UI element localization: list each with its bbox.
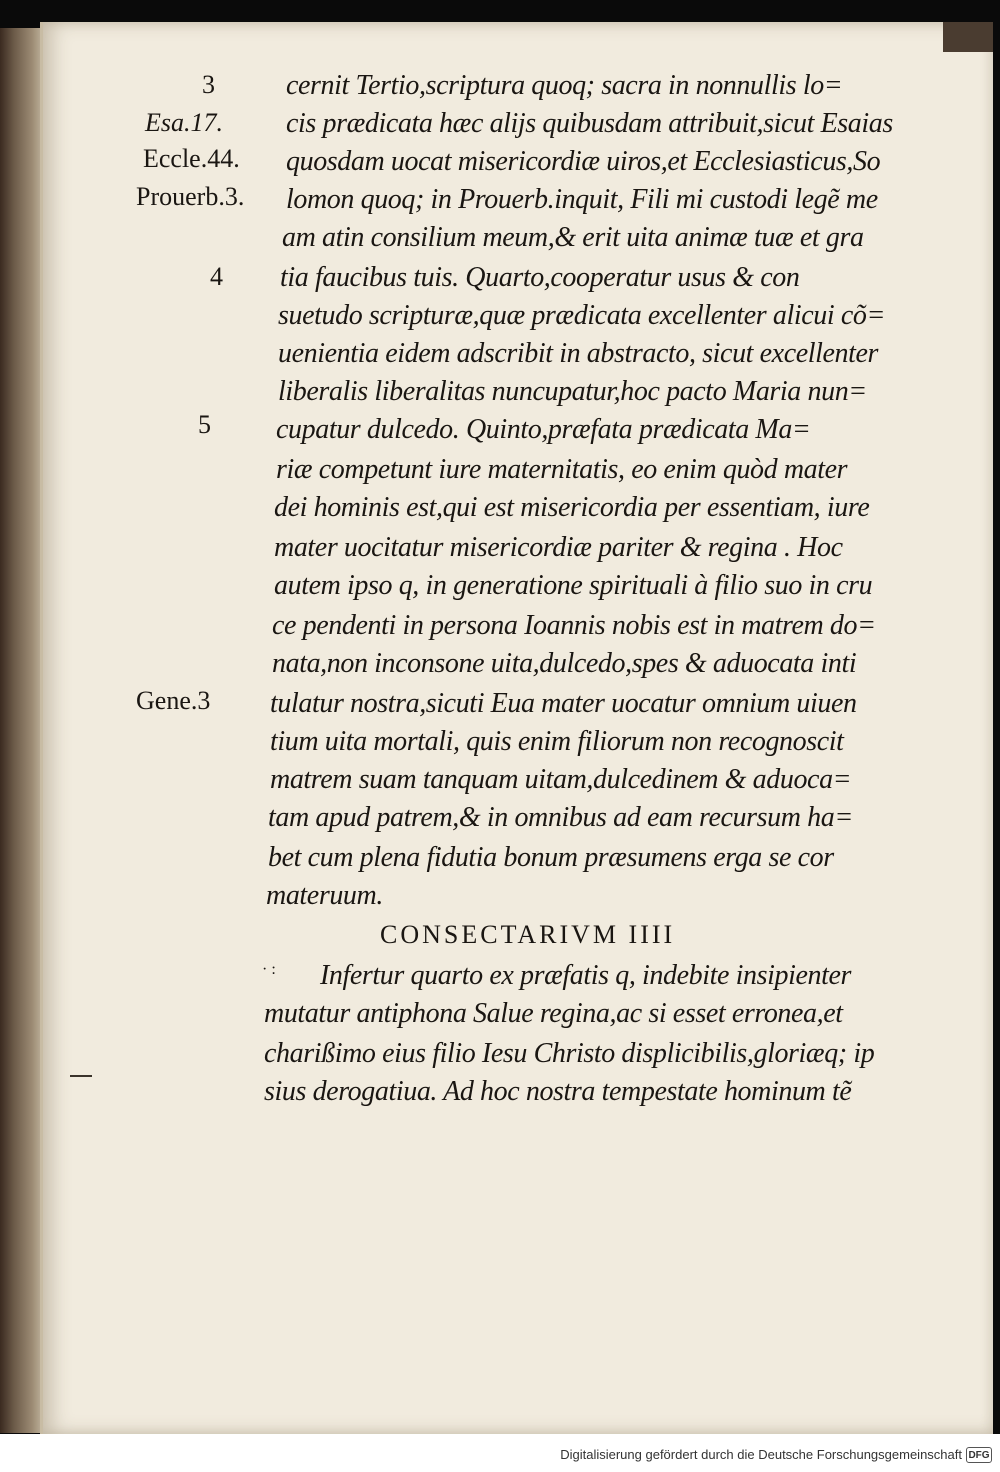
text-line-20: tam apud patrem,& in omnibus ad eam recursum ha=: [268, 802, 853, 833]
text-line-5: am atin consilium meum,& erit uita animæ tuæ et gra: [282, 222, 864, 253]
text-line-17: tulatur nostra,sicuti Eua mater uocatur omnium uiuen: [270, 688, 857, 719]
text-line-2: cis prædicata hæc alijs quibusdam attribuit,sicut Esaias: [286, 108, 893, 139]
margin-note-eccle: Eccle.44.: [143, 144, 240, 173]
section-heading: CONSECTARIVM IIII: [380, 920, 676, 949]
dfg-logo: DFG: [966, 1447, 992, 1463]
text-line-8: uenientia eidem adscribit in abstracto, sicut excellenter: [278, 338, 879, 369]
text-line-1: cernit Tertio,scriptura quoq; sacra in nonnullis lo=: [286, 70, 843, 101]
text-line-6: tia faucibus tuis. Quarto,cooperatur usus & con: [280, 262, 800, 293]
text-line-21: bet cum plena fidutia bonum præsumens erga se cor: [268, 842, 834, 873]
text-line-25: charißimo eius filio Iesu Christo displicibilis,gloriæq; ip: [264, 1038, 875, 1069]
text-line-14: autem ipso q, in generatione spirituali à filio suo in cru: [274, 570, 873, 601]
footer-credit: Digitalisierung gefördert durch die Deutsche Forschungsgemeinschaft: [560, 1447, 962, 1462]
text-line-10: cupatur dulcedo. Quinto,præfata prædicata Ma=: [276, 414, 811, 445]
text-line-16: nata,non inconsone uita,dulcedo,spes & aduocata inti: [272, 648, 857, 679]
text-line-19: matrem suam tanquam uitam,dulcedinem & aduoca=: [270, 764, 852, 795]
text-line-22: materuum.: [266, 880, 383, 911]
text-line-18: tium uita mortali, quis enim filiorum non recognoscit: [270, 726, 844, 757]
margin-note-3: 3: [202, 70, 215, 99]
text-line-23: Infertur quarto ex præfatis q, indebite insipienter: [320, 960, 852, 991]
text-line-15: ce pendenti in persona Ioannis nobis est in matrem do=: [272, 610, 876, 641]
margin-note-prouerb: Prouerb.3.: [136, 182, 245, 211]
margin-note-esa: Esa.17.: [145, 108, 223, 137]
page-corner-shadow: [943, 22, 993, 52]
margin-note-gene: Gene.3: [136, 686, 211, 715]
margin-note-4: 4: [210, 262, 223, 291]
text-line-24: mutatur antiphona Salue regina,ac si esset erronea,et: [264, 998, 843, 1029]
text-line-12: dei hominis est,qui est misericordia per essentiam, iure: [274, 492, 870, 523]
text-line-11: riæ competunt iure maternitatis, eo enim quòd mater: [276, 454, 848, 485]
text-line-4: lomon quoq; in Prouerb.inquit, Fili mi custodi legẽ me: [286, 184, 878, 215]
text-line-13: mater uocitatur misericordiæ pariter & regina . Hoc: [274, 532, 843, 563]
margin-mark: [70, 1075, 92, 1077]
margin-dots: · :: [262, 961, 276, 978]
text-line-9: liberalis liberalitas nuncupatur,hoc pacto Maria nun=: [278, 376, 867, 407]
text-line-7: suetudo scripturæ,quæ prædicata excellenter alicui cõ=: [278, 300, 885, 331]
text-line-3: quosdam uocat misericordiæ uiros,et Ecclesiasticus,So: [286, 146, 881, 177]
text-line-26: sius derogatiua. Ad hoc nostra tempestate hominum tẽ: [264, 1076, 852, 1107]
footer-bar: [0, 1434, 1000, 1472]
margin-note-5: 5: [198, 410, 211, 439]
